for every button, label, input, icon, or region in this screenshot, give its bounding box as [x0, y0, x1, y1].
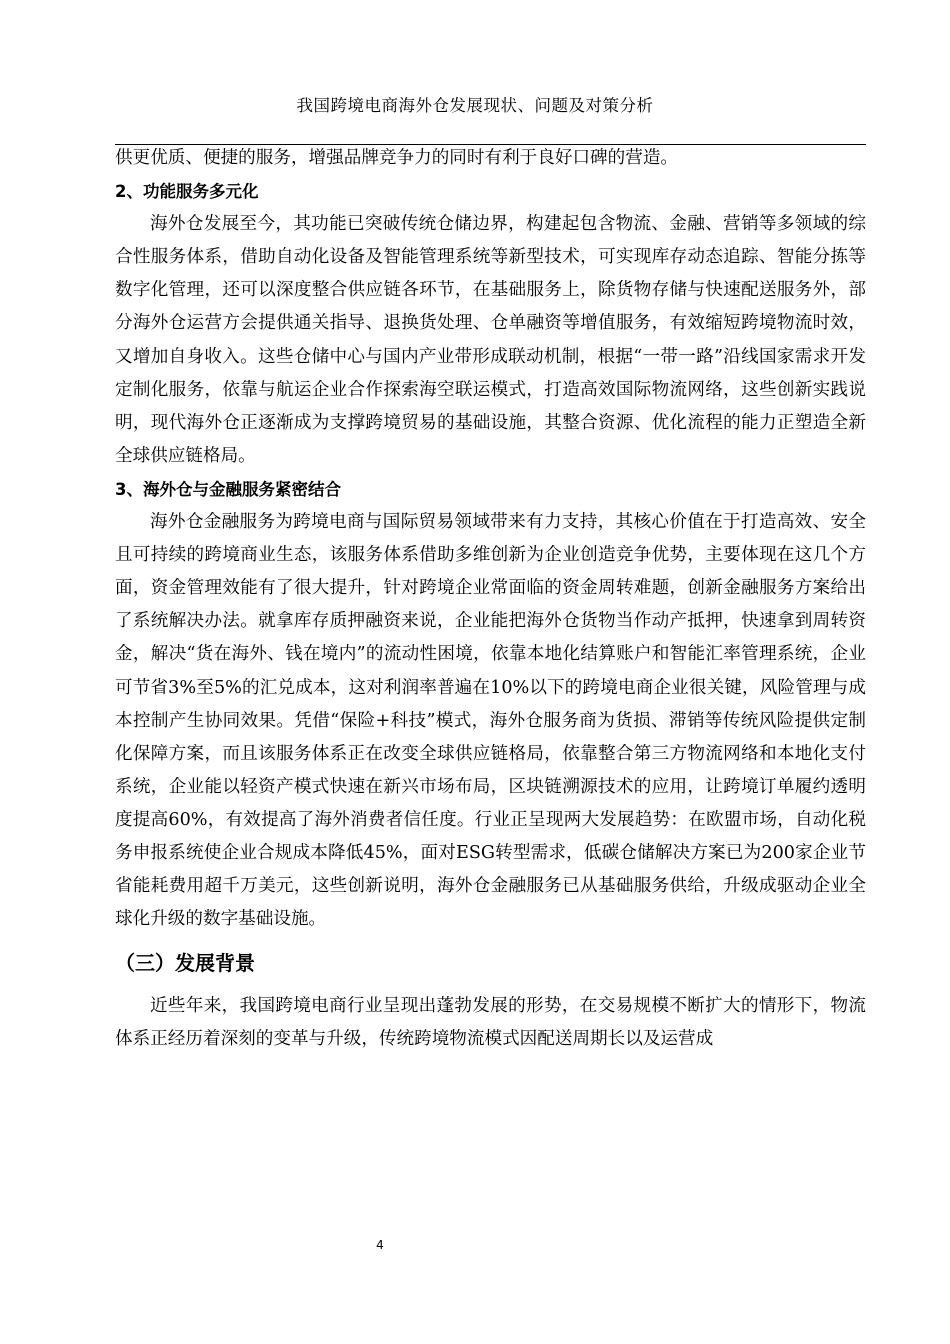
background-heading: （三）发展背景 — [115, 951, 255, 976]
background-paragraph: 近些年来，我国跨境电商行业呈现出蓬勃发展的形势，在交易规模不断扩大的情形下，物流体系正经历着深刻的变革与升级，传统跨境物流模式因配送周期长以及运营成 — [115, 996, 866, 1050]
continuation-paragraph: 供更优质、便捷的服务，增强品牌竞争力的同时有利于良好口碑的营造。 — [115, 148, 679, 168]
section-3-paragraph: 海外仓金融服务为跨境电商与国际贸易领域带来有力支持，其核心价值在于打造高效、安全且可持续的跨境商业生态，该服务体系借助多维创新为企业创造竞争优势，主要体现在这几个方面，资金管理效能有了很大提升，针对跨境企业常面临的资金周转难题，创新金融服务方案给出了系统解决办法。就拿库存质押融资来说，企业能把海外仓货物当作动产抵押，快速拿到周转资金，解决“货在海外、钱在境内”的流动性困境，依靠本地化结算账户和智能汇率管理系统，企业可节省3%至5%的汇兑成本，这对利润率普遍在10%以下的跨境电商企业很关键，风险管理与成本控制产生协同效果。凭借“保险+科技”模式，海外仓服务商为货损、滞销等传统风险提供定制化保障方案，而且该服务体系正在改变全球供应链格局，依靠整合第三方物流网络和本地化支付系统，企业能以轻资产模式快速在新兴市场布局，区块链溯源技术的应用，让跨境订单履约透明度提高60%，有效提高了海外消费者信任度。行业正呈现两大发展趋势：在欧盟市场，自动化税务申报系统使企业合规成本降低45%，面对ESG转型需求，低碳仓储解决方案已为200家企业节省能耗费用超千万美元，这些创新说明，海外仓金融服务已从基础服务供给，升级成驱动企业全球化升级的数字基础设施。 — [115, 512, 866, 930]
section-2-paragraph: 海外仓发展至今，其功能已突破传统仓储边界，构建起包含物流、金融、营销等多领域的综合性服务体系，借助自动化设备及智能管理系统等新型技术，可实现库存动态追踪、智能分拣等数字化管理，还可以深度整合供应链各环节，在基础服务上，除货物存储与快速配送服务外，部分海外仓运营方会提供通关指导、退换货处理、仓单融资等增值服务，有效缩短跨境物流时效，又增加自身收入。这些仓储中心与国内产业带形成联动机制，根据“一带一路”沿线国家需求开发定制化服务，依靠与航运企业合作探索海空联运模式，打造高效国际物流网络，这些创新实践说明，现代海外仓正逐渐成为支撑跨境贸易的基础设施，其整合资源、优化流程的能力正塑造全新全球供应链格局。 — [115, 214, 866, 466]
page-number: 4 — [376, 1238, 384, 1252]
section-2-heading: 2、功能服务多元化 — [115, 182, 259, 202]
page-content — [115, 142, 866, 1056]
running-header-title: 我国跨境电商海外仓发展现状、问题及对策分析 — [296, 96, 654, 115]
section-3-heading: 3、海外仓与金融服务紧密结合 — [115, 479, 341, 499]
